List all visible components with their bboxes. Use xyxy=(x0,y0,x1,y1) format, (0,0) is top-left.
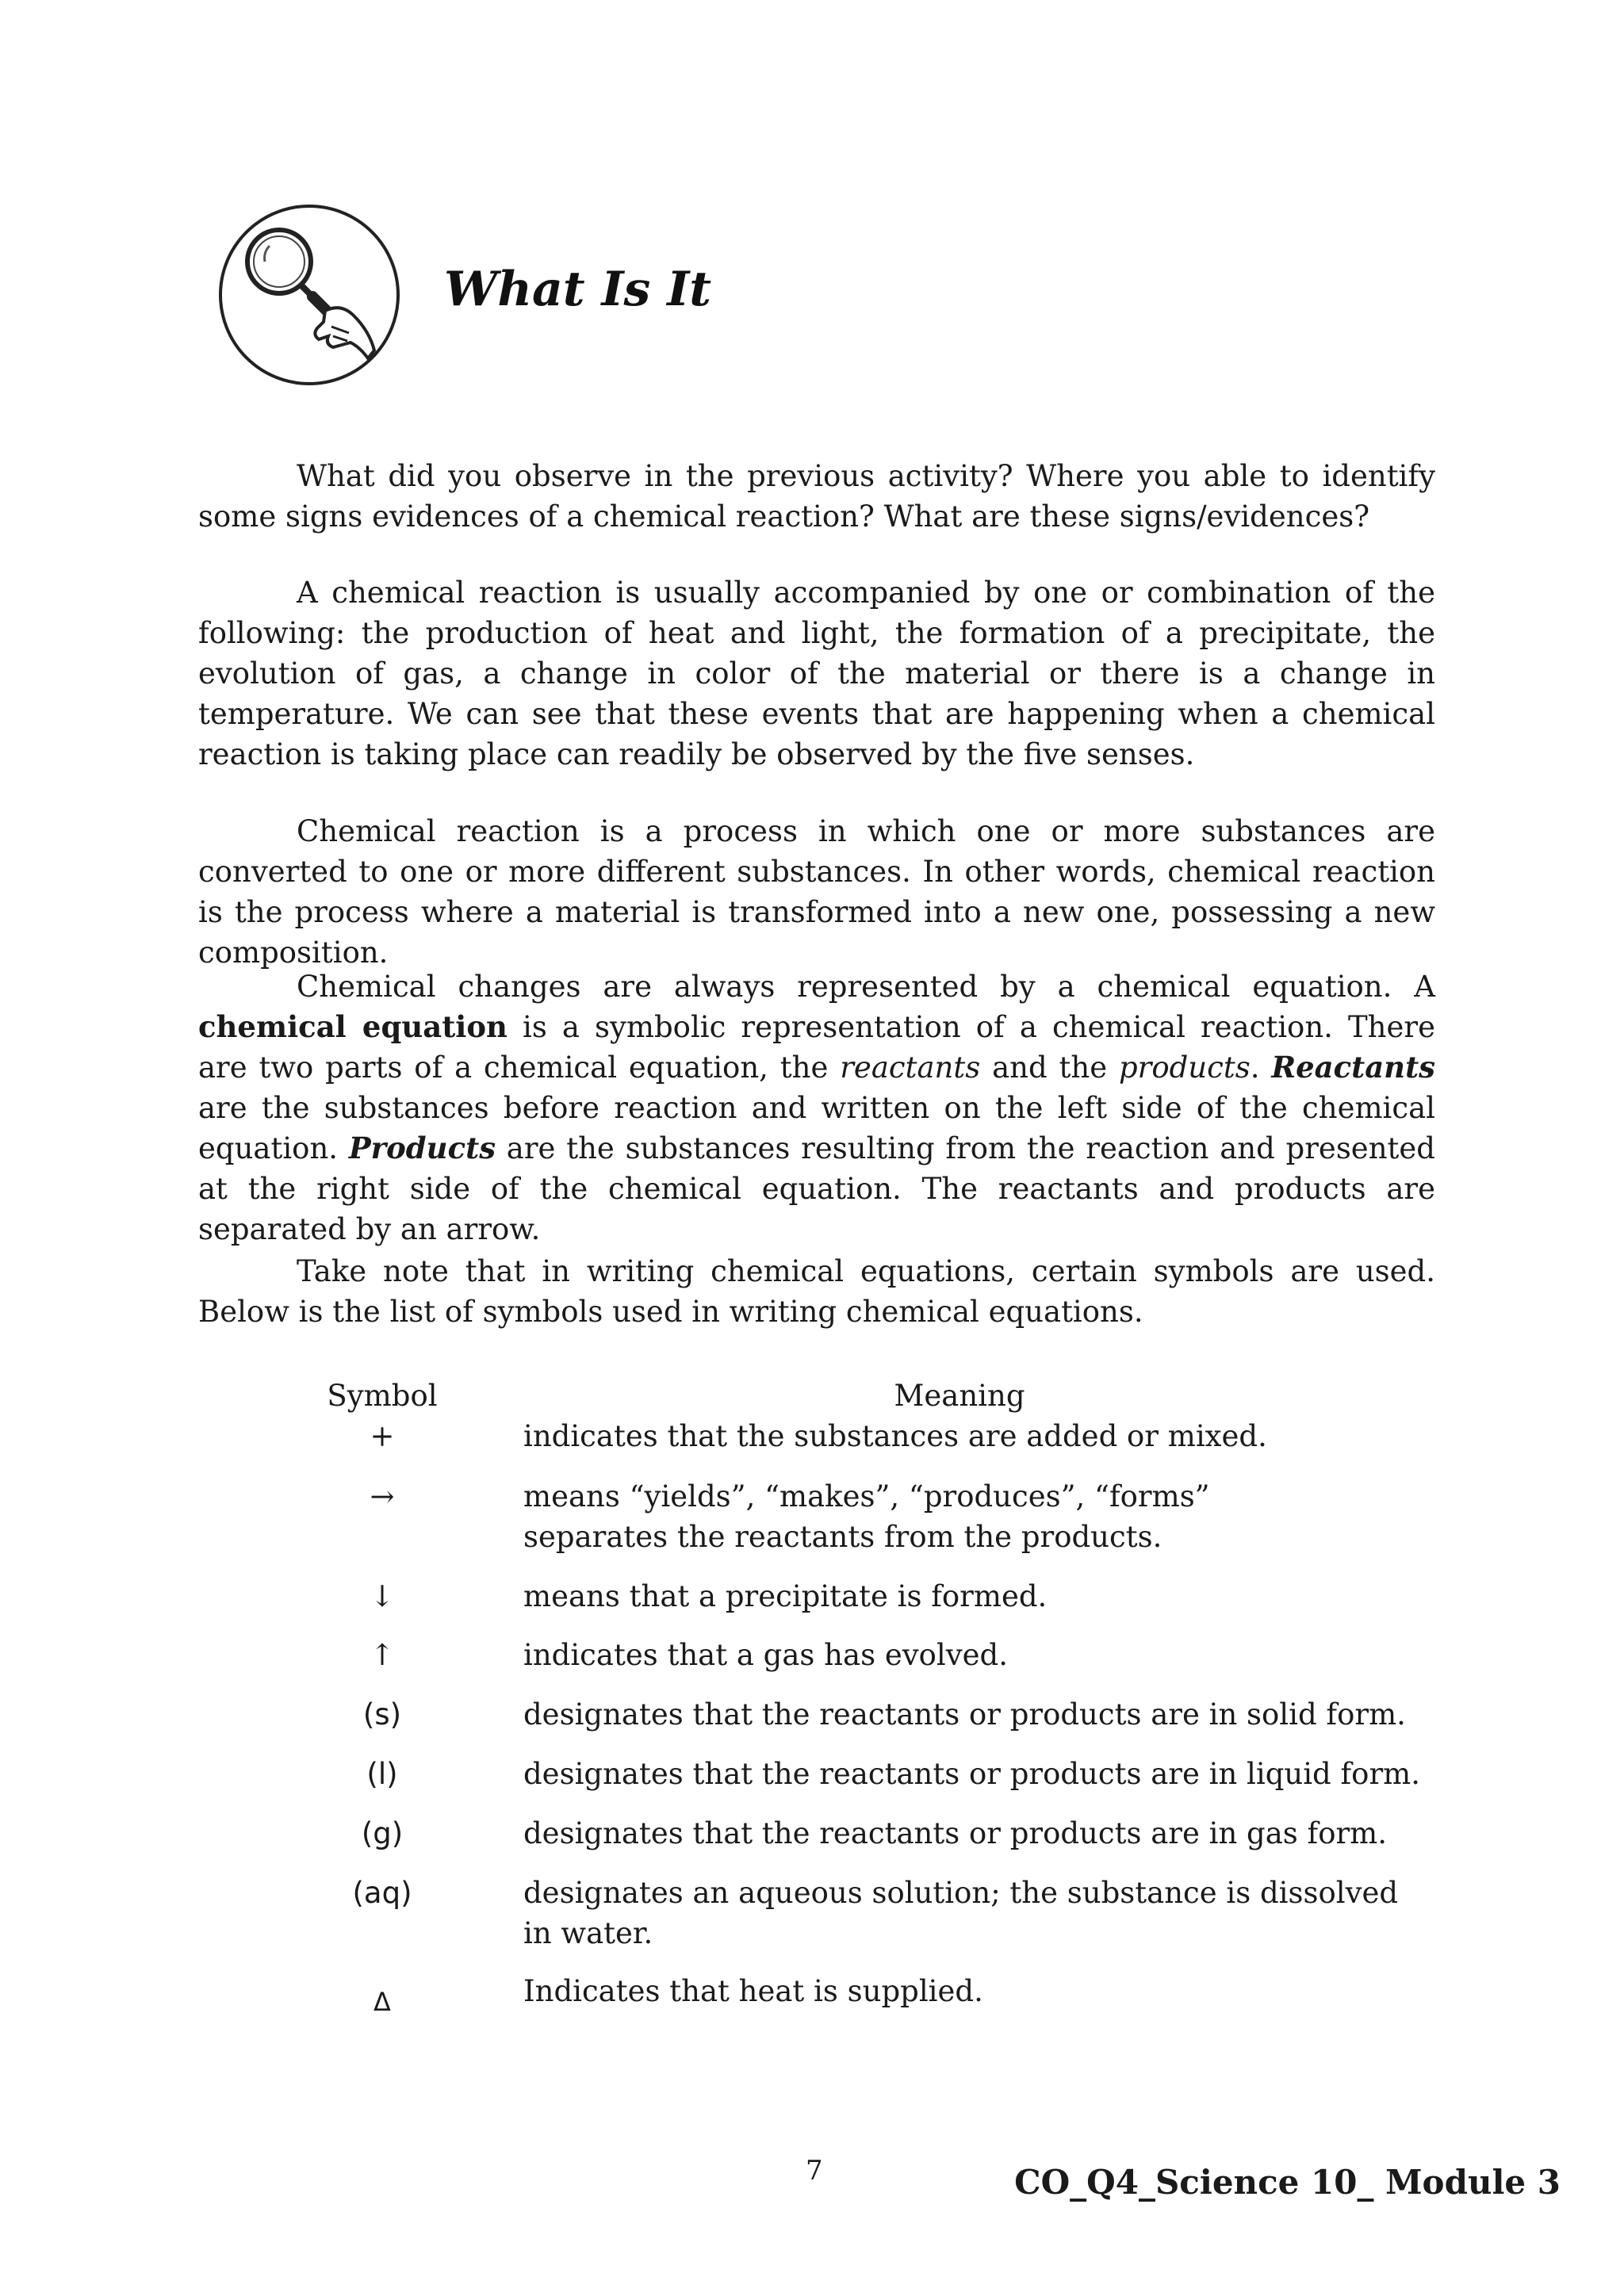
term-reactants-italic: reactants xyxy=(840,1050,981,1085)
meaning-liquid: designates that the reactants or products are in liquid form. xyxy=(523,1757,1420,1791)
module-code: CO_Q4_Science 10_ Module 3 xyxy=(1014,2163,1561,2202)
p4-a: Chemical changes are always represented by a chemical equation. A xyxy=(297,970,1435,1004)
term-reactants: Reactants xyxy=(1271,1050,1436,1085)
p4-c: is a symbolic representation of a chemical reaction. There are two parts of a chemical equation, the xyxy=(198,1010,1435,1085)
symbol-gas: (g) xyxy=(361,1816,404,1850)
meaning-plus: indicates that the substances are added or mixed. xyxy=(523,1419,1267,1453)
symbol-liquid: (l) xyxy=(366,1757,398,1791)
paragraph-definition xyxy=(198,811,1435,973)
symbol-down-arrow: ↓ xyxy=(370,1579,395,1613)
symbol-yields-arrow: → xyxy=(370,1479,395,1513)
p4-e: and the xyxy=(980,1050,1119,1085)
p4-i: are the substances before reaction and written on the left side of the chemical equation. xyxy=(198,1091,1435,1165)
paragraph-symbols-note-text: Take note that in writing chemical equations, certain symbols are used. Below is the list of symbols used in writing chemical equations. xyxy=(198,1254,1435,1329)
paragraph-intro xyxy=(198,456,1435,537)
symbol-solid: (s) xyxy=(362,1697,402,1732)
term-chemical-equation: chemical equation xyxy=(198,1009,508,1044)
term-products-italic: products xyxy=(1118,1050,1251,1085)
meaning-up-arrow: indicates that a gas has evolved. xyxy=(523,1638,1008,1672)
paragraph-signs-text: A chemical reaction is usually accompanied by one or combination of the following: the production of heat and light, the formation of a precipitate, the evolution of gas, a change in color of the material or there is a change in temperature. We can see that these events that are happening when a chemical reaction is taking place can readily be observed by the five senses. xyxy=(198,576,1435,771)
paragraph-equation xyxy=(198,966,1435,1249)
paragraph-definition-text: Chemical reaction is a process in which one or more substances are converted to one or more different substances. In other words, chemical reaction is the process where a material is transformed into a new one, possessing a new composition. xyxy=(198,814,1435,970)
meaning-solid: designates that the reactants or products are in solid form. xyxy=(523,1697,1406,1732)
page-number: 7 xyxy=(806,2155,823,2187)
symbol-column-header: Symbol xyxy=(327,1379,438,1413)
p4-g: . xyxy=(1250,1050,1272,1085)
meaning-heat: Indicates that heat is supplied. xyxy=(523,1974,983,2008)
meaning-aqueous: designates an aqueous solution; the substance is dissolved in water. xyxy=(523,1876,1399,1950)
symbol-plus: + xyxy=(370,1419,395,1453)
meaning-yields-arrow: means “yields”, “makes”, “produces”, “forms” separates the reactants from the products. xyxy=(523,1479,1210,1554)
symbol-aqueous: (aq) xyxy=(352,1876,412,1910)
section-title: What Is It xyxy=(444,262,712,317)
meaning-down-arrow: means that a precipitate is formed. xyxy=(523,1579,1048,1613)
magnifying-glass-icon xyxy=(214,200,404,390)
paragraph-symbols-note xyxy=(198,1251,1435,1332)
term-products: Products xyxy=(348,1131,496,1165)
paragraph-intro-text: What did you observe in the previous activity? Where you able to identify some signs evidences of a chemical reaction? What are these signs/evidences? xyxy=(198,459,1435,534)
meaning-gas: designates that the reactants or products are in gas form. xyxy=(523,1816,1388,1850)
paragraph-signs xyxy=(198,572,1435,775)
p4-k: are the substances resulting from the reaction and presented at the right side of the chemical equation. The reactants and products are separated by an arrow. xyxy=(198,1131,1435,1246)
symbol-heat-delta: Δ xyxy=(373,1987,391,2017)
symbol-up-arrow: ↑ xyxy=(370,1638,395,1672)
meaning-column-header: Meaning xyxy=(894,1379,1025,1413)
